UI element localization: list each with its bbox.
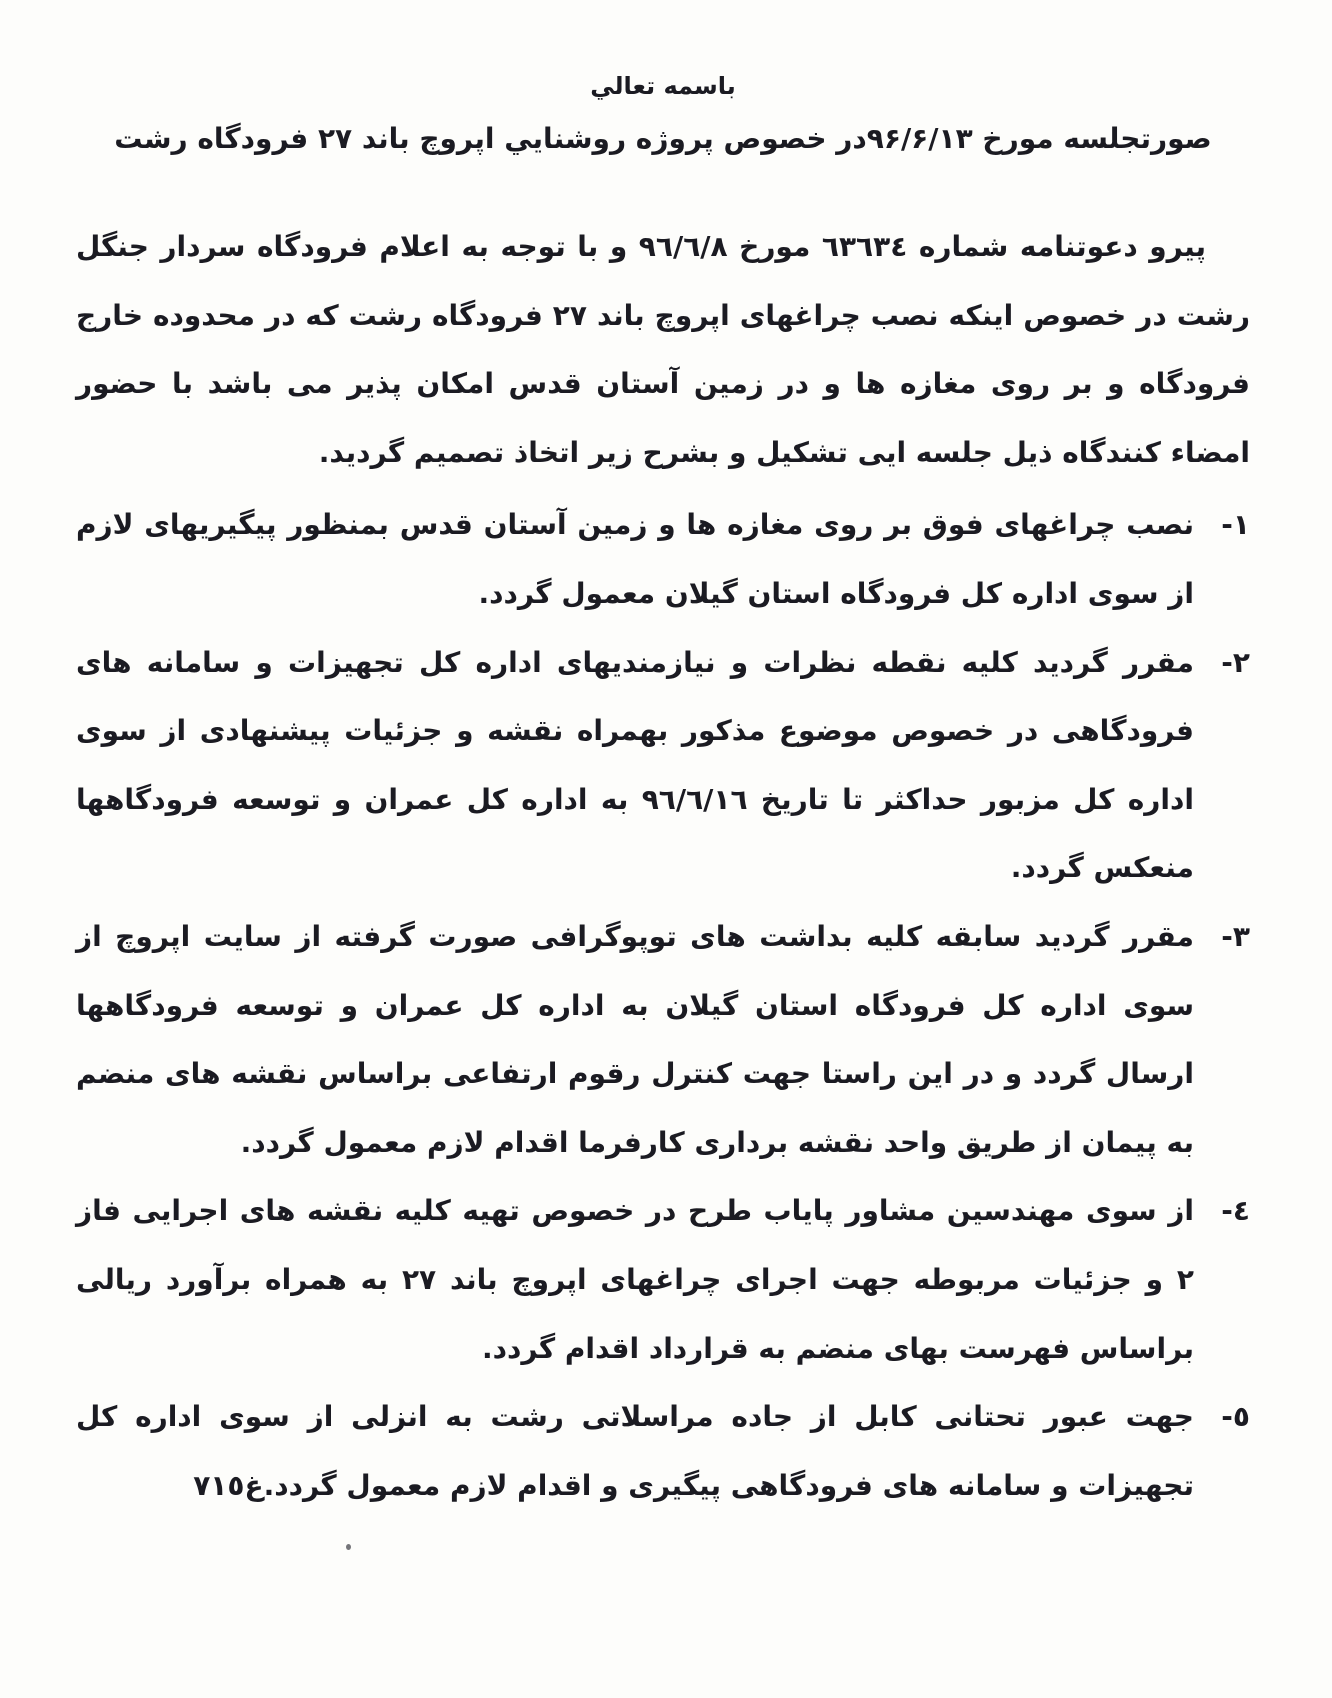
item-number: ٢-	[1221, 645, 1250, 679]
item-text: جهت عبور تحتانی كابل از جاده مراسلاتی رشت به انزلی از سوی اداره كل تجهيزات و سامانه های فرودگاهی پيگيری و اقدام لازم معمول گردد.غ٧١٥	[76, 1400, 1194, 1502]
list-item-1	[76, 491, 1250, 628]
item-number: ٤-	[1221, 1194, 1250, 1228]
item-text: نصب چراغهای فوق بر روی مغازه ها و زمين آستان قدس بمنظور پيگيريهای لازم از سوی اداره كل فرودگاه استان گيلان معمول گردد.	[76, 508, 1194, 610]
list-item-5	[76, 1383, 1250, 1520]
item-text: از سوی مهندسين مشاور پاياب طرح در خصوص تهيه كليه نقشه های اجرايی فاز ۲ و جزئيات مربوطه جهت اجرای چراغهای اپروچ باند ۲۷ به همراه برآورد ريالی براساس فهرست بهای منضم به قرارداد اقدام گردد.	[76, 1194, 1194, 1365]
item-text: مقرر گرديد سابقه كليه بداشت های توپوگرافی صورت گرفته از سايت اپروچ از سوی اداره كل فرودگاه استان گيلان به اداره كل عمران و توسعه فرودگاهها ارسال گردد و در اين راستا جهت كنترل رقوم ارتفاعی براساس نقشه های منضم به پيمان از طريق واحد نقشه برداری كارفرما اقدام لازم معمول گردد.	[76, 919, 1194, 1159]
item-number: ٥-	[1221, 1400, 1250, 1434]
item-number: ٣-	[1221, 919, 1250, 953]
item-number: ١-	[1221, 508, 1250, 542]
list-item-3	[76, 903, 1250, 1177]
intro-paragraph: پيرو دعوتنامه شماره ٦٣٦٣٤ مورخ ٩٦/٦/٨ و با توجه به اعلام فرودگاه سردار جنگل رشت در خصوص اينكه نصب چراغهای اپروچ باند ۲۷ فرودگاه رشت كه در محدوده خارج فرودگاه و بر روی مغازه ها و در زمين آستان قدس امكان پذير می باشد با حضور امضاء كنندگاه ذيل جلسه ايی تشكيل و بشرح زير اتخاذ تصميم گرديد.	[76, 230, 1250, 469]
bismillah-heading: باسمه تعالي	[590, 72, 736, 100]
scan-speck	[346, 1544, 351, 1550]
document-title: صورتجلسه مورخ ۹۶/۶/۱۳در خصوص پروژه روشنايي اپروچ باند ۲۷ فرودگاه رشت	[114, 122, 1212, 155]
item-text: مقرر گرديد كليه نقطه نظرات و نيازمنديهای اداره كل تجهيزات و سامانه های فرودگاهی در خصوص موضوع مذكور بهمراه نقشه و جزئيات پيشنهادی از سوی اداره كل مزبور حداكثر تا تاريخ ٩٦/٦/١٦ به اداره كل عمران و توسعه فرودگاهها منعكس گردد.	[76, 645, 1194, 885]
list-item-2	[76, 629, 1250, 903]
list-item-4	[76, 1177, 1250, 1383]
